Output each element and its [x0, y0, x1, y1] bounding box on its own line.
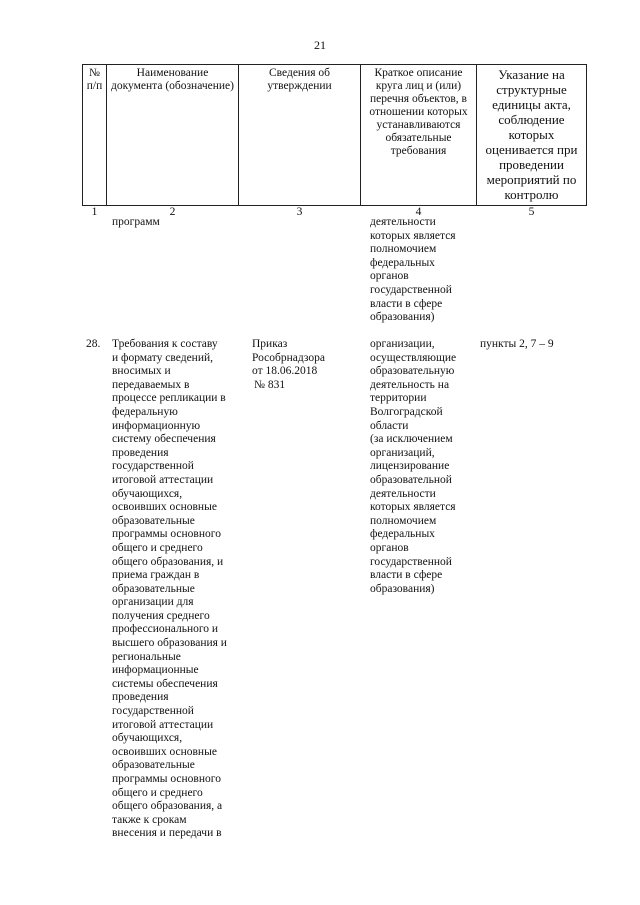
- row28-structural-units: пункты 2, 7 – 9: [480, 338, 554, 350]
- row28-name-line: итоговой аттестации: [112, 473, 214, 486]
- row28-name-line: итоговой аттестации: [112, 718, 214, 731]
- row28-scope-line: органов: [370, 541, 409, 554]
- row28-name-line: приема граждан в: [112, 569, 200, 582]
- row28-scope-line: области: [370, 419, 409, 432]
- row28-name-line: государственной: [112, 705, 194, 718]
- row28-name-line: освоивших основные: [112, 501, 217, 514]
- row28-name-line: программы основного: [112, 773, 221, 785]
- row28-scope-line: деятельности: [370, 487, 436, 500]
- row28-name-line: программы основного: [112, 528, 221, 541]
- continued-scope-line: власти в сфере: [370, 297, 443, 310]
- row28-scope-line: власти в сфере: [370, 569, 443, 582]
- row28-name-line: передаваемых в: [112, 378, 190, 391]
- row28-name-line: региональные: [112, 650, 181, 663]
- row28-scope-line: государственной: [370, 555, 452, 568]
- row28-name-line: образовательные: [112, 759, 195, 772]
- continued-scope-line: полномочием: [370, 243, 437, 256]
- row28-scope-line: которых является: [370, 501, 456, 514]
- row28-name-line: общего образования, а: [112, 800, 223, 813]
- header-document-name: Наименование документа (обозначение): [107, 65, 239, 206]
- row28-scope-line: территории: [370, 392, 427, 405]
- row28-name-line: проведения: [112, 691, 169, 704]
- row28-name-line: и формату сведений,: [112, 351, 214, 364]
- column-number-5: 5: [528, 206, 535, 218]
- row28-approval-line: Рособрнадзора: [252, 351, 325, 364]
- row28-name-line: освоивших основные: [112, 745, 217, 758]
- row28-name-line: профессионального и: [112, 623, 219, 636]
- row28-name-line: процессе репликации в: [112, 392, 226, 405]
- row28-name-line: получения среднего: [112, 609, 210, 622]
- row28-scope-cell: [370, 338, 456, 596]
- row28-name-line: общего образования, и: [112, 555, 224, 568]
- column-number-2: 2: [169, 206, 176, 218]
- row28-name-line: организации для: [112, 596, 194, 609]
- row28-name-line: обучающихся,: [112, 487, 183, 500]
- row28-name-line: системы обеспечения: [112, 677, 218, 690]
- row28-scope-line: (за исключением: [370, 433, 453, 446]
- row28-name-line: образовательные: [112, 582, 195, 595]
- row28-name-line: проведения: [112, 446, 169, 459]
- row28-name-line: общего и среднего: [112, 786, 203, 799]
- row28-approval-line: от 18.06.2018: [252, 365, 318, 378]
- requirements-table-header: [82, 64, 587, 218]
- row28-scope-line: лицензирование: [370, 460, 450, 473]
- row28-name-line: информационную: [112, 419, 201, 432]
- continued-name-cell: [112, 216, 160, 230]
- header-scope: Краткое описание круга лиц и (или) перечня объектов, в отношении которых устанавливаются обязательные требования: [361, 65, 477, 206]
- row28-name-line: общего и среднего: [112, 541, 203, 554]
- row28-scope-line: деятельность на: [370, 378, 450, 391]
- row28-scope-line: образовательной: [370, 473, 452, 486]
- row28-scope-line: организации,: [370, 338, 435, 350]
- header-structural-units: Указание на структурные единицы акта, соблюдение которых оценивается при проведении мероприятий по контролю: [477, 65, 587, 206]
- row28-name-line: Требования к составу: [112, 338, 218, 350]
- row28-name-line: внесения и передачи в: [112, 827, 222, 840]
- continued-scope-cell: [370, 216, 456, 325]
- column-number-3: 3: [296, 206, 303, 218]
- continued-scope-line: которых является: [370, 229, 456, 242]
- row28-name-line: вносимых и: [112, 365, 171, 378]
- row28-approval-line: Приказ: [252, 338, 288, 350]
- row28-name-line: информационные: [112, 664, 199, 677]
- row28-name-line: образовательные: [112, 514, 195, 527]
- row28-approval-line: № 831: [254, 378, 286, 391]
- row28-scope-line: полномочием: [370, 514, 437, 527]
- continued-scope-line: государственной: [370, 283, 452, 296]
- row28-scope-line: осуществляющие: [370, 351, 457, 364]
- row28-name-line: также к срокам: [112, 813, 187, 826]
- row28-name-line: систему обеспечения: [112, 433, 216, 446]
- column-number-4: 4: [415, 206, 422, 218]
- row28-name-line: высшего образования и: [112, 637, 227, 650]
- column-number-1: 1: [91, 206, 98, 218]
- row28-approval-cell: [252, 338, 325, 392]
- continued-scope-line: деятельности: [370, 216, 436, 228]
- row28-scope-line: образовательную: [370, 365, 455, 378]
- continued-scope-line: федеральных: [370, 256, 435, 269]
- row28-number: 28.: [86, 338, 101, 350]
- row28-name-cell: [112, 338, 227, 841]
- row28-name-line: федеральную: [112, 405, 178, 418]
- header-row: [83, 65, 587, 206]
- continued-name-line: программ: [112, 216, 160, 228]
- row28-name-line: государственной: [112, 460, 194, 473]
- header-approval: Сведения об утверждении: [239, 65, 361, 206]
- row28-scope-line: Волгоградской: [370, 405, 443, 418]
- continued-scope-line: органов: [370, 270, 409, 283]
- header-number: № п/п: [83, 65, 107, 206]
- continued-scope-line: образования): [370, 311, 435, 324]
- row28-scope-line: федеральных: [370, 528, 435, 541]
- row28-name-line: обучающихся,: [112, 732, 183, 745]
- row28-scope-line: образования): [370, 582, 435, 595]
- row28-scope-line: организаций,: [370, 446, 435, 459]
- page-number: 21: [314, 38, 326, 52]
